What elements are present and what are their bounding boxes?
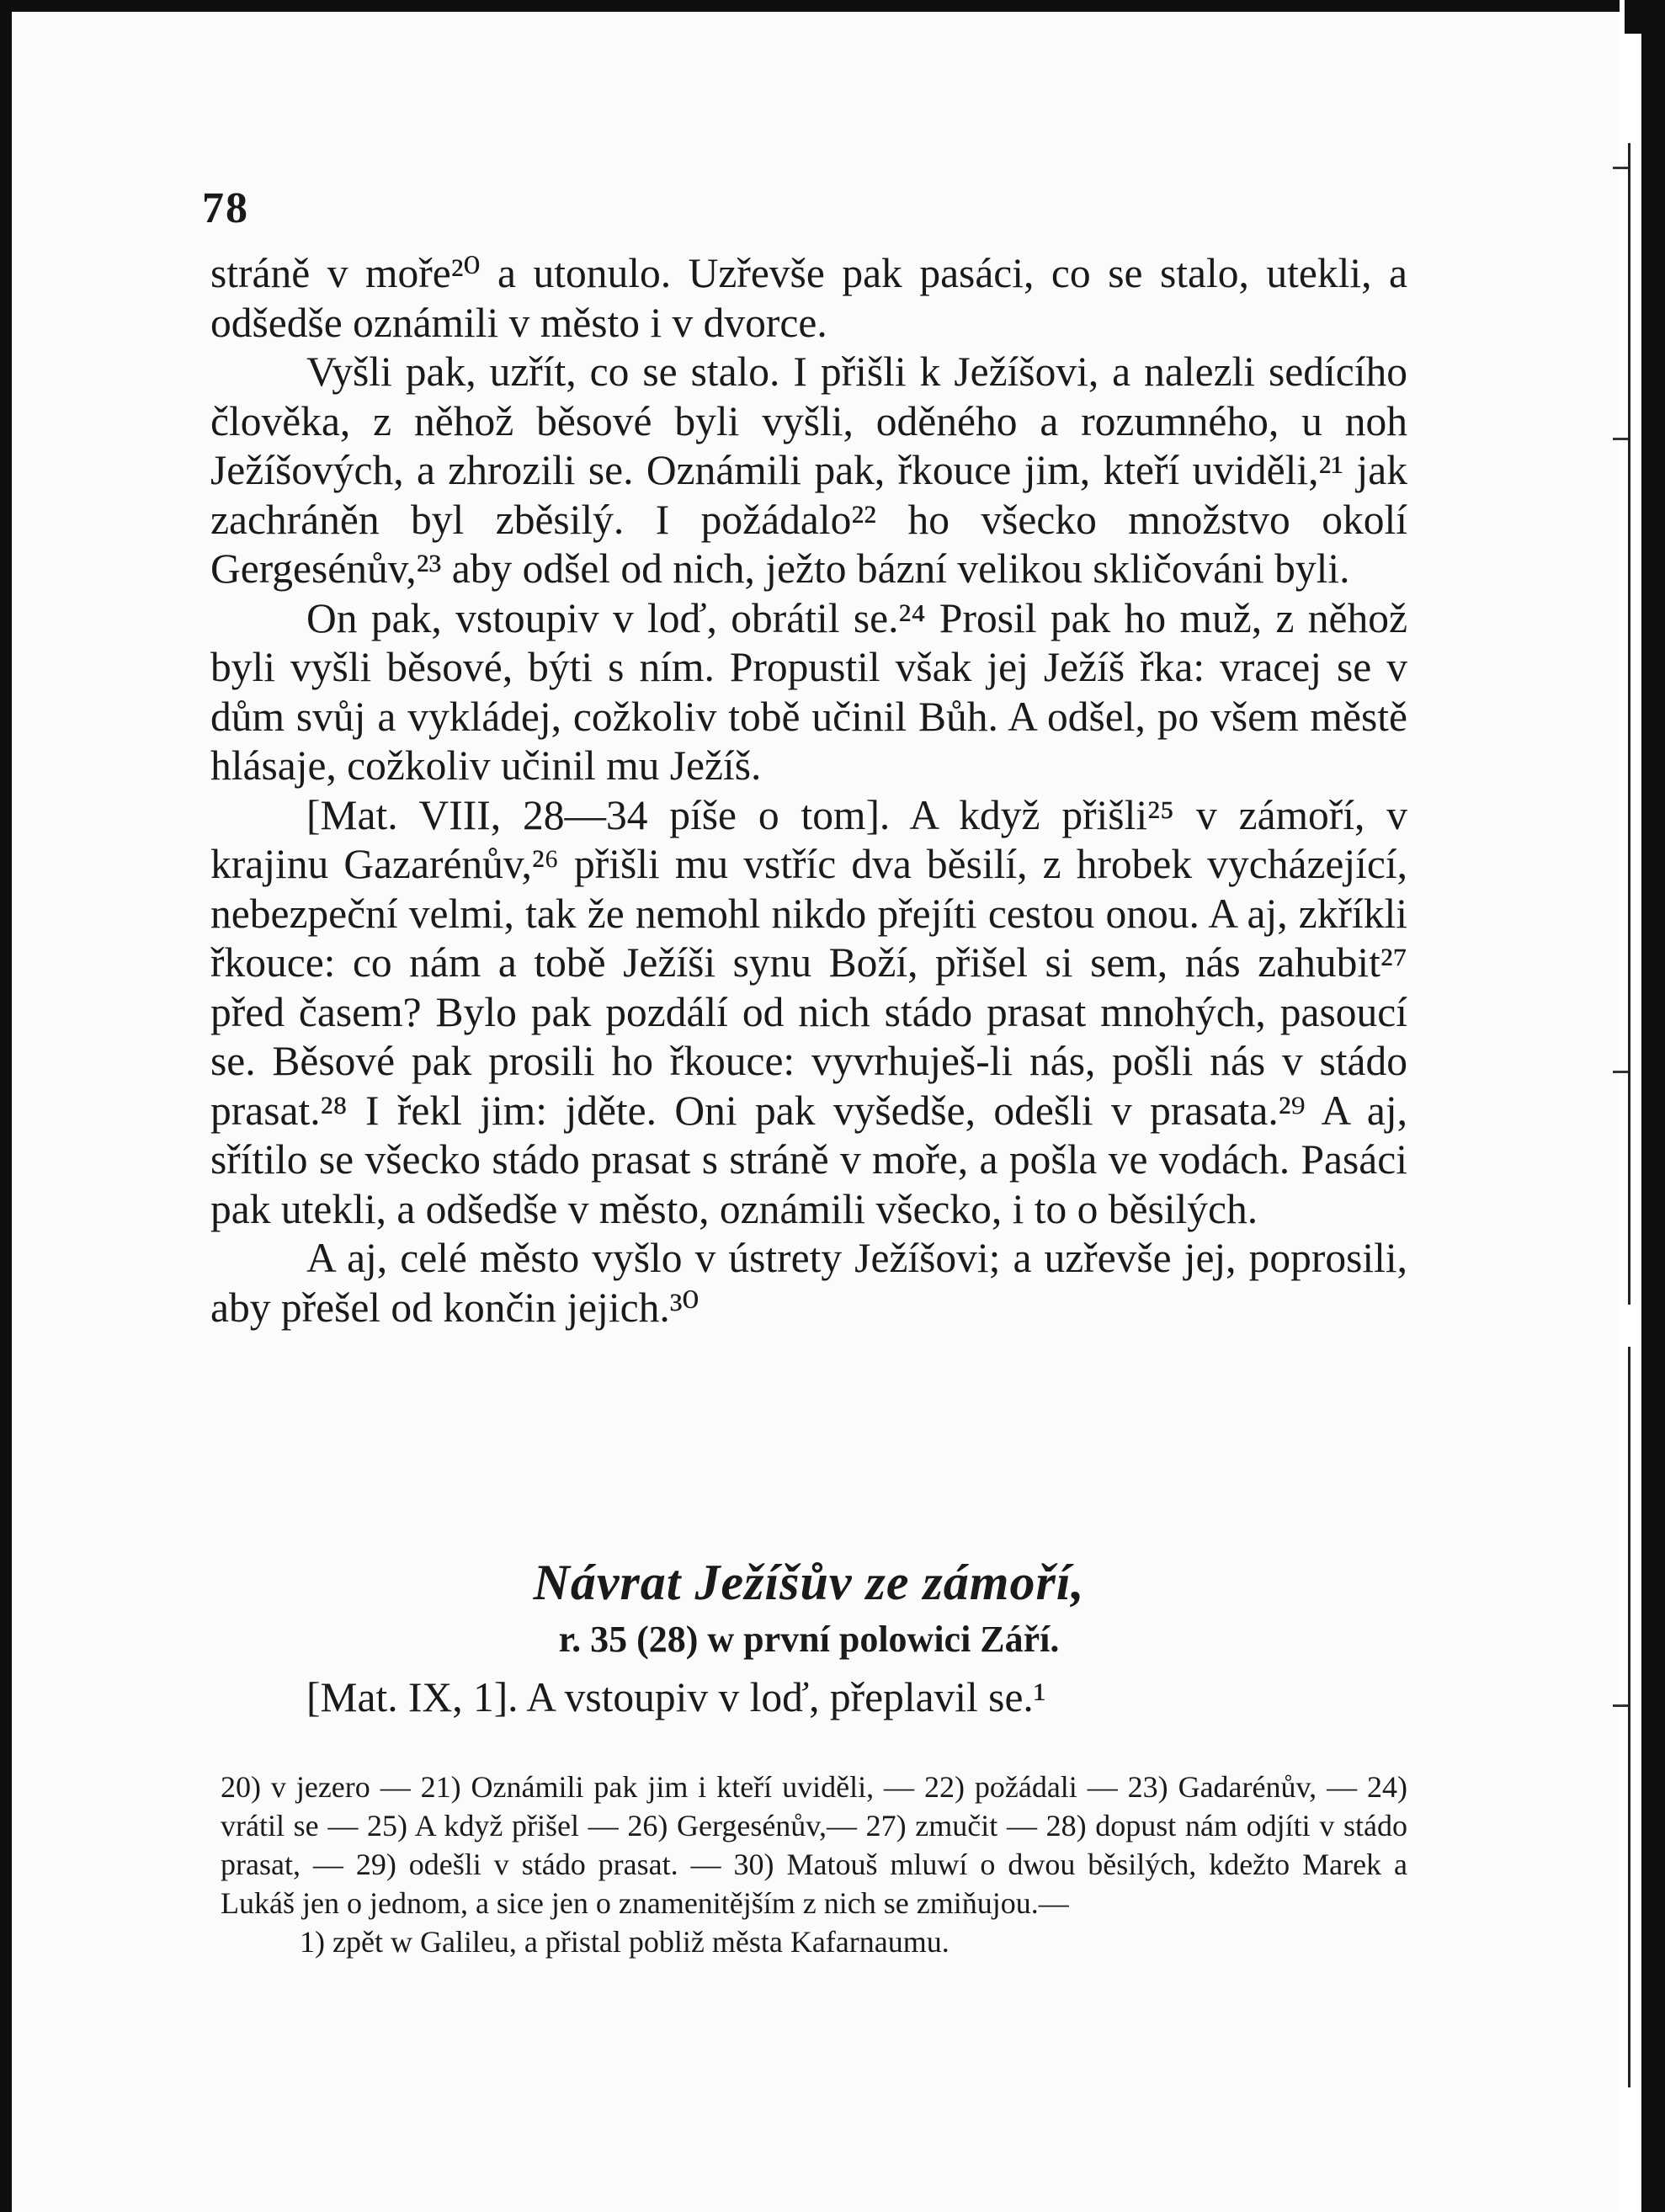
body-text: [210, 249, 1407, 1332]
scan-border-top: [0, 0, 1665, 12]
paragraph-4: [Mat. VIII, 28—34 píše o tom]. A když přišli²⁵ v zámoří, v krajinu Gazarénův,²⁶ přišli mu vstříc dva běsilí, z hrobek vycházející, nebezpeční velmi, tak že nemohl nikdo přejíti cestou onou. A aj, zkříkli řkouce: co nám a tobě Ježíši synu Boží, přišel si sem, nás zahubit²⁷ před časem? Bylo pak pozdálí od nich stádo prasat mnohých, pasoucí se. Běsové pak prosili ho řkouce: vyvrhuješ-li nás, pošli nás v stádo prasat.²⁸ I řekl jim: jděte. Oni pak vyšedše, odešli v prasata.²⁹ A aj, sřítilo se všecko stádo prasat s stráně v moře, a pošla ve vodách. Pasáci pak utekli, a odšedše v město, oznámili všecko, i to o běsilých.: [210, 791, 1407, 1232]
footnote-block: 20) v jezero — 21) Oznámili pak jim i kteří uviděli, — 22) požádali — 23) Gadarénův, — 24) vrátil se — 25) A když přišel — 26) Gergesénův,— 27) zmučit — 28) dopust nám odjíti v stádo prasat, — 29) odešli v stádo prasat. — 30) Matouš mluwí o dwou běsilých, kdežto Marek a Lukáš jen o jednom, a sice jen o znamenitějším z nich se zmiňujou.—: [221, 1770, 1407, 1920]
page-edge-line: [1628, 143, 1630, 1305]
page-number: 78: [202, 184, 249, 232]
scan-border-right: [1641, 0, 1665, 2212]
edge-tick: [1613, 438, 1628, 440]
edge-tick: [1613, 1071, 1628, 1073]
paragraph-2: Vyšli pak, uzřít, co se stalo. I přišli k Ježíšovi, a nalezli sedícího člověka, z něhož běsové byli vyšli, oděného a rozumného, u noh Ježíšových, a zhrozili se. Oznámili pak, řkouce jim, kteří uviděli,²¹ jak zachráněn byl zběsilý. I požádalo²² ho všecko množstvo okolí Gergesénův,²³ aby odšel od nich, ježto bázní velikou skličováni byli.: [210, 348, 1407, 592]
paragraph-3: On pak, vstoupiv v loď, obrátil se.²⁴ Prosil pak ho muž, z něhož byli vyšli běsové, býti s ním. Propustil však jej Ježíš řka: vracej se v dům svůj a vykládej, cožkoliv tobě učinil Bůh. A odšel, po všem městě hlásaje, cožkoliv učinil mu Ježíš.: [210, 594, 1407, 789]
scan-border-left: [0, 0, 12, 2212]
section-heading: Návrat Ježíšův ze zámoří,: [533, 1555, 1085, 1610]
scan-corner: [1625, 0, 1643, 34]
section-subheading: r. 35 (28) w první polowici Září.: [558, 1619, 1060, 1660]
paragraph-5: A aj, celé město vyšlo v ústrety Ježíšovi; a uzřevše jej, poprosili, aby přešel od končin jejich.³⁰: [210, 1235, 1407, 1331]
edge-tick: [1613, 1704, 1628, 1707]
edge-tick: [1613, 167, 1628, 169]
footnotes: [221, 1768, 1407, 1961]
paragraph-1: stráně v moře²⁰ a utonulo. Uzřevše pak pasáci, co se stalo, utekli, a odšedše oznámili v město i v dvorce.: [210, 250, 1407, 346]
page-edge-line-lower: [1628, 1347, 1630, 2087]
matthew-reference: [Mat. IX, 1]. A vstoupiv v loď, přeplavil se.¹: [306, 1674, 1046, 1720]
footnote-1: 1) zpět w Galileu, a přistal pobliž města Kafarnaumu.: [300, 1925, 950, 1959]
